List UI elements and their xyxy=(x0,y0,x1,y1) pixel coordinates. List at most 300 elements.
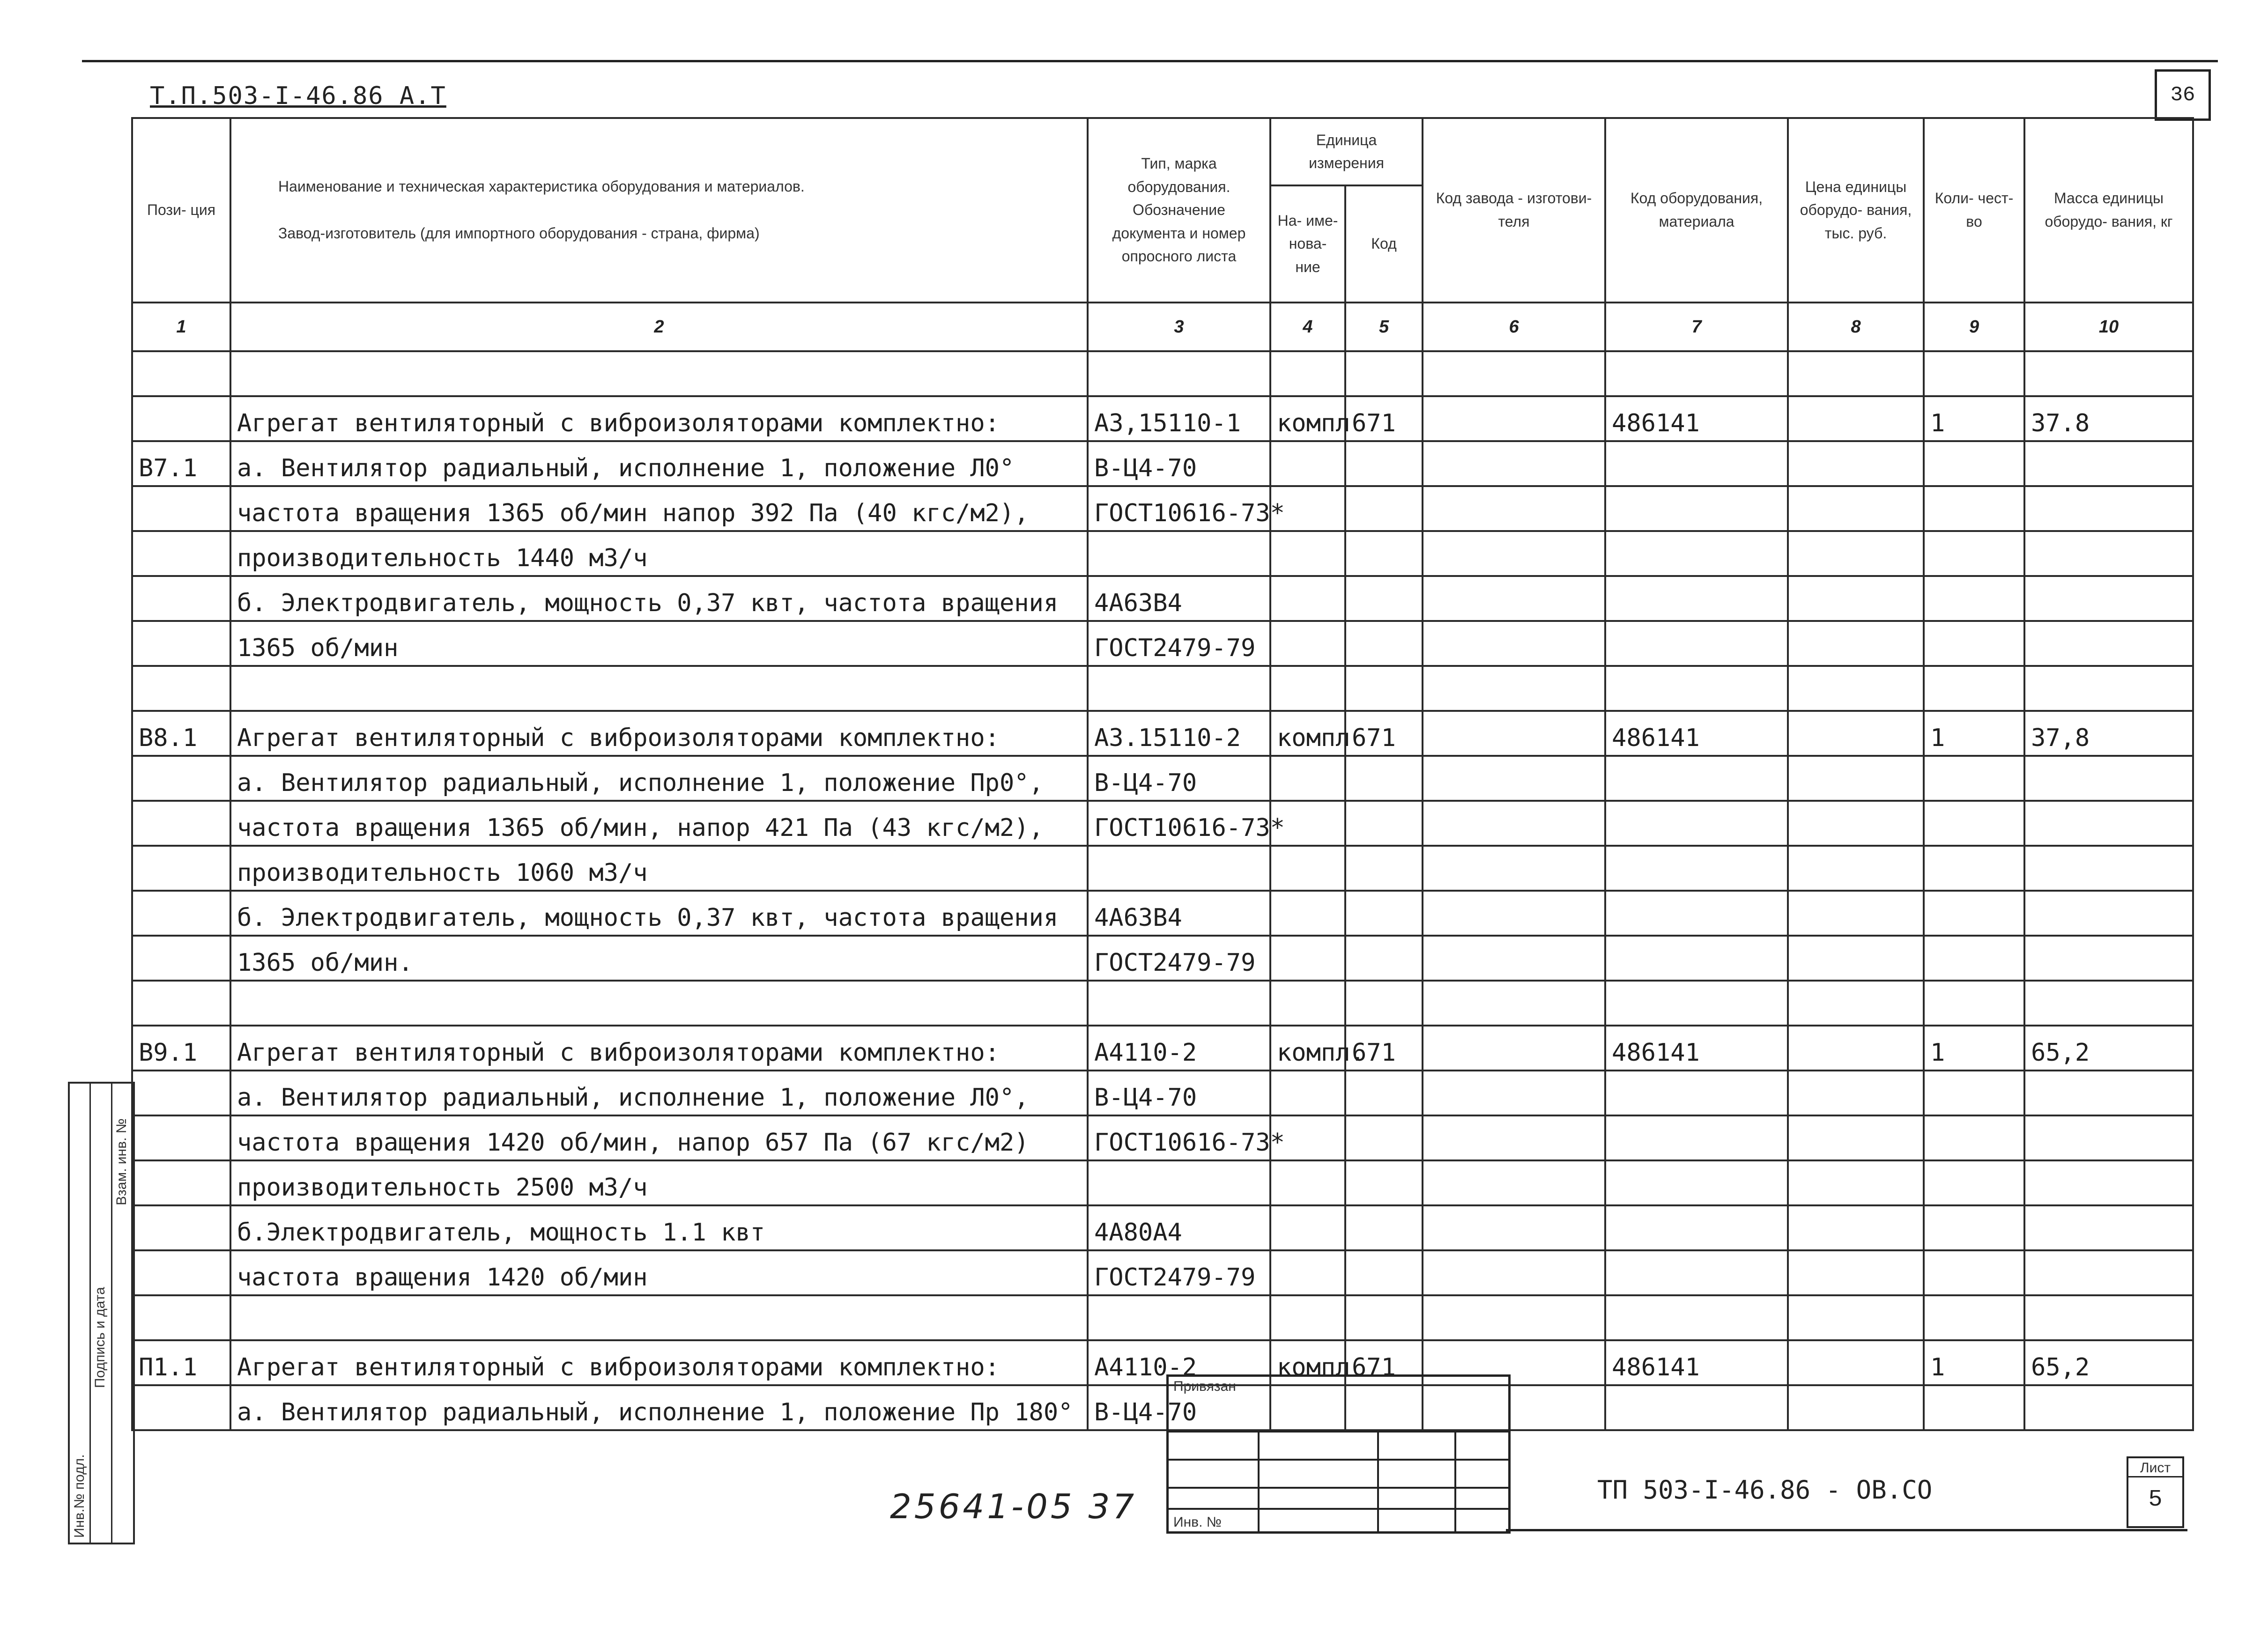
row-position xyxy=(132,1115,230,1160)
row-type: ГОСТ2479-79 xyxy=(1088,936,1270,981)
stamp-line xyxy=(1169,1508,1508,1510)
row-price xyxy=(1788,1295,1924,1340)
row-price xyxy=(1788,1026,1924,1071)
table-row xyxy=(132,441,2193,486)
sheet-number: 5 xyxy=(2148,1486,2163,1513)
header-unit-code: Код xyxy=(1345,185,1423,303)
row-type: А4110-2 xyxy=(1088,1340,1270,1385)
header-row xyxy=(132,118,2193,185)
header-unit: Единица измерения xyxy=(1270,118,1423,185)
row-mass xyxy=(2024,936,2193,981)
row-description: частота вращения 1420 об/мин xyxy=(230,1250,1088,1295)
row-type: ГОСТ10616-73* xyxy=(1088,801,1270,846)
row-type: В-Ц4-70 xyxy=(1088,1385,1270,1430)
row-unit xyxy=(1270,1071,1345,1115)
row-quantity xyxy=(1924,936,2024,981)
row-mass: 37,8 xyxy=(2024,711,2193,756)
row-position: В9.1 xyxy=(132,1026,230,1071)
column-number: 8 xyxy=(1788,303,1924,351)
row-manufacturer-code xyxy=(1423,891,1605,936)
row-price xyxy=(1788,891,1924,936)
row-description: а. Вентилятор радиальный, исполнение 1, положение Л0°, xyxy=(230,1071,1088,1115)
row-quantity xyxy=(1924,1071,2024,1115)
row-position xyxy=(132,666,230,711)
row-unit-code xyxy=(1345,486,1423,531)
row-mass xyxy=(2024,441,2193,486)
row-description: производительность 2500 м3/ч xyxy=(230,1160,1088,1205)
row-type: 4А63В4 xyxy=(1088,891,1270,936)
row-price xyxy=(1788,441,1924,486)
specification-body xyxy=(132,351,2193,1430)
row-manufacturer-code xyxy=(1423,666,1605,711)
row-description: а. Вентилятор радиальный, исполнение 1, положение Л0° xyxy=(230,441,1088,486)
row-description xyxy=(230,981,1088,1026)
table-row xyxy=(132,981,2193,1026)
header-unit-name: На- име- нова- ние xyxy=(1270,185,1345,303)
row-price xyxy=(1788,711,1924,756)
row-mass xyxy=(2024,1205,2193,1250)
table-row xyxy=(132,801,2193,846)
row-equipment-code xyxy=(1605,1115,1788,1160)
row-price xyxy=(1788,756,1924,801)
table-row xyxy=(132,1295,2193,1340)
row-mass xyxy=(2024,621,2193,666)
row-type: 4А80А4 xyxy=(1088,1205,1270,1250)
sheet-label: Лист xyxy=(2128,1460,2182,1477)
row-unit xyxy=(1270,621,1345,666)
table-row xyxy=(132,1250,2193,1295)
row-manufacturer-code xyxy=(1423,711,1605,756)
row-description: б. Электродвигатель, мощность 0,37 квт, частота вращения xyxy=(230,891,1088,936)
row-description: частота вращения 1420 об/мин, напор 657 Па (67 кгс/м2) xyxy=(230,1115,1088,1160)
row-description: а. Вентилятор радиальный, исполнение 1, положение Пр 180° xyxy=(230,1385,1088,1430)
row-manufacturer-code xyxy=(1423,531,1605,576)
row-manufacturer-code xyxy=(1423,1115,1605,1160)
row-price xyxy=(1788,1071,1924,1115)
row-type xyxy=(1088,351,1270,396)
row-mass xyxy=(2024,351,2193,396)
row-equipment-code xyxy=(1605,1295,1788,1340)
row-position xyxy=(132,801,230,846)
row-unit xyxy=(1270,1205,1345,1250)
row-price xyxy=(1788,981,1924,1026)
row-mass xyxy=(2024,891,2193,936)
row-quantity xyxy=(1924,891,2024,936)
side-stamp-divider xyxy=(111,1084,112,1543)
header-mass: Масса единицы оборудо- вания, кг xyxy=(2024,118,2193,303)
row-unit-code xyxy=(1345,936,1423,981)
column-number: 1 xyxy=(132,303,230,351)
handwritten-number: 25641-05 37 xyxy=(890,1487,1137,1526)
side-podpis-data: Подпись и дата xyxy=(92,1287,108,1388)
row-equipment-code xyxy=(1605,531,1788,576)
row-equipment-code xyxy=(1605,1385,1788,1430)
specification-table xyxy=(131,117,2194,1431)
table-row xyxy=(132,351,2193,396)
row-description: 1365 об/мин xyxy=(230,621,1088,666)
row-description xyxy=(230,666,1088,711)
header-price: Цена единицы оборудо- вания, тыс. руб. xyxy=(1788,118,1924,303)
row-manufacturer-code xyxy=(1423,351,1605,396)
sheet-box xyxy=(2127,1456,2184,1528)
row-manufacturer-code xyxy=(1423,576,1605,621)
row-quantity xyxy=(1924,666,2024,711)
row-equipment-code xyxy=(1605,1160,1788,1205)
row-position xyxy=(132,1385,230,1430)
row-price xyxy=(1788,1340,1924,1385)
stamp-line xyxy=(1169,1459,1508,1461)
row-position: П1.1 xyxy=(132,1340,230,1385)
row-quantity xyxy=(1924,441,2024,486)
row-unit: компл xyxy=(1270,1340,1345,1385)
row-type: А3,15110-1 xyxy=(1088,396,1270,441)
table-row xyxy=(132,1115,2193,1160)
row-description: б. Электродвигатель, мощность 0,37 квт, частота вращения xyxy=(230,576,1088,621)
row-position xyxy=(132,1250,230,1295)
row-quantity xyxy=(1924,1160,2024,1205)
row-type: ГОСТ2479-79 xyxy=(1088,1250,1270,1295)
row-type: ГОСТ2479-79 xyxy=(1088,621,1270,666)
row-unit xyxy=(1270,531,1345,576)
column-number: 2 xyxy=(230,303,1088,351)
header-quantity: Коли- чест- во xyxy=(1924,118,2024,303)
row-manufacturer-code xyxy=(1423,441,1605,486)
header-position: Пози- ция xyxy=(132,118,230,303)
row-mass xyxy=(2024,576,2193,621)
row-quantity: 1 xyxy=(1924,711,2024,756)
row-type: 4А63В4 xyxy=(1088,576,1270,621)
stamp-divider xyxy=(1377,1431,1379,1531)
top-border-line xyxy=(82,60,2218,62)
row-type xyxy=(1088,846,1270,891)
row-price xyxy=(1788,1250,1924,1295)
row-description xyxy=(230,351,1088,396)
column-number: 4 xyxy=(1270,303,1345,351)
row-unit xyxy=(1270,846,1345,891)
row-equipment-code xyxy=(1605,621,1788,666)
row-manufacturer-code xyxy=(1423,1071,1605,1115)
row-price xyxy=(1788,351,1924,396)
row-quantity xyxy=(1924,756,2024,801)
table-row xyxy=(132,1071,2193,1115)
row-mass xyxy=(2024,1115,2193,1160)
row-quantity xyxy=(1924,486,2024,531)
row-price xyxy=(1788,1385,1924,1430)
table-row xyxy=(132,846,2193,891)
table-row xyxy=(132,666,2193,711)
header-description xyxy=(230,118,1088,303)
row-price xyxy=(1788,801,1924,846)
row-manufacturer-code xyxy=(1423,981,1605,1026)
row-equipment-code xyxy=(1605,1205,1788,1250)
row-position xyxy=(132,531,230,576)
row-unit-code xyxy=(1345,756,1423,801)
row-position xyxy=(132,486,230,531)
row-description: производительность 1060 м3/ч xyxy=(230,846,1088,891)
row-quantity xyxy=(1924,531,2024,576)
row-unit xyxy=(1270,351,1345,396)
row-mass xyxy=(2024,801,2193,846)
stamp-divider xyxy=(1454,1431,1456,1531)
row-unit-code xyxy=(1345,801,1423,846)
stamp-line xyxy=(1169,1431,1508,1433)
row-unit-code xyxy=(1345,1295,1423,1340)
row-price xyxy=(1788,666,1924,711)
table-row xyxy=(132,396,2193,441)
row-mass xyxy=(2024,756,2193,801)
column-number: 7 xyxy=(1605,303,1788,351)
row-price xyxy=(1788,531,1924,576)
header-description-line2: Завод-изготовитель (для импортного оборудования - страна, фирма) xyxy=(278,225,760,242)
row-price xyxy=(1788,1115,1924,1160)
row-unit xyxy=(1270,891,1345,936)
row-unit-code xyxy=(1345,531,1423,576)
row-quantity xyxy=(1924,1385,2024,1430)
row-equipment-code xyxy=(1605,756,1788,801)
row-unit xyxy=(1270,441,1345,486)
row-unit xyxy=(1270,936,1345,981)
row-unit-code xyxy=(1345,351,1423,396)
stamp-line xyxy=(1169,1487,1508,1489)
row-price xyxy=(1788,621,1924,666)
row-manufacturer-code xyxy=(1423,801,1605,846)
row-description: частота вращения 1365 об/мин, напор 421 Па (43 кгс/м2), xyxy=(230,801,1088,846)
table-row xyxy=(132,1205,2193,1250)
stamp-privyazan-label: Привязан xyxy=(1173,1379,1236,1394)
row-equipment-code xyxy=(1605,576,1788,621)
row-mass xyxy=(2024,1160,2193,1205)
row-type xyxy=(1088,1160,1270,1205)
row-unit-code: 671 xyxy=(1345,1340,1423,1385)
row-unit xyxy=(1270,981,1345,1026)
row-price xyxy=(1788,486,1924,531)
table-row xyxy=(132,531,2193,576)
header-description-line1: Наименование и техническая характеристика оборудования и материалов. xyxy=(278,178,805,195)
row-equipment-code xyxy=(1605,1250,1788,1295)
row-unit-code xyxy=(1345,1250,1423,1295)
row-position xyxy=(132,936,230,981)
row-equipment-code xyxy=(1605,936,1788,981)
row-manufacturer-code xyxy=(1423,486,1605,531)
row-description: Агрегат вентиляторный с виброизоляторами комплектно: xyxy=(230,1340,1088,1385)
row-position: В7.1 xyxy=(132,441,230,486)
row-type: В-Ц4-70 xyxy=(1088,1071,1270,1115)
column-number: 3 xyxy=(1088,303,1270,351)
row-equipment-code: 486141 xyxy=(1605,1340,1788,1385)
row-equipment-code xyxy=(1605,1071,1788,1115)
row-position xyxy=(132,1160,230,1205)
row-type: ГОСТ10616-73* xyxy=(1088,1115,1270,1160)
row-manufacturer-code xyxy=(1423,846,1605,891)
row-manufacturer-code xyxy=(1423,396,1605,441)
row-equipment-code xyxy=(1605,846,1788,891)
row-unit xyxy=(1270,1160,1345,1205)
table-row xyxy=(132,621,2193,666)
row-description: производительность 1440 м3/ч xyxy=(230,531,1088,576)
row-position xyxy=(132,621,230,666)
row-mass xyxy=(2024,1071,2193,1115)
table-row xyxy=(132,936,2193,981)
column-number-row xyxy=(132,303,2193,351)
column-number: 9 xyxy=(1924,303,2024,351)
row-unit xyxy=(1270,576,1345,621)
row-mass xyxy=(2024,846,2193,891)
row-equipment-code xyxy=(1605,981,1788,1026)
row-description: б.Электродвигатель, мощность 1.1 квт xyxy=(230,1205,1088,1250)
table-row xyxy=(132,711,2193,756)
row-quantity xyxy=(1924,1115,2024,1160)
row-description: Агрегат вентиляторный с виброизоляторами комплектно: xyxy=(230,396,1088,441)
row-description: а. Вентилятор радиальный, исполнение 1, положение Пр0°, xyxy=(230,756,1088,801)
row-position xyxy=(132,1295,230,1340)
row-equipment-code: 486141 xyxy=(1605,396,1788,441)
header-manufacturer-code: Код завода - изготови- теля xyxy=(1423,118,1605,303)
row-unit-code xyxy=(1345,1071,1423,1115)
document-number: ТП 503-I-46.86 - ОВ.СО xyxy=(1597,1475,1933,1505)
row-description: Агрегат вентиляторный с виброизоляторами комплектно: xyxy=(230,1026,1088,1071)
side-stamp xyxy=(68,1082,135,1544)
row-quantity xyxy=(1924,1205,2024,1250)
side-vzam-inv: Взам. инв. № xyxy=(114,1118,129,1205)
row-price xyxy=(1788,576,1924,621)
row-price xyxy=(1788,846,1924,891)
title-block-line xyxy=(1506,1529,2187,1531)
column-number: 5 xyxy=(1345,303,1423,351)
header-type: Тип, марка оборудования. Обозначение документа и номер опросного листа xyxy=(1088,118,1270,303)
row-type: В-Ц4-70 xyxy=(1088,756,1270,801)
column-number: 6 xyxy=(1423,303,1605,351)
row-position xyxy=(132,1205,230,1250)
row-unit xyxy=(1270,1250,1345,1295)
row-position xyxy=(132,576,230,621)
table-row xyxy=(132,1385,2193,1430)
row-mass xyxy=(2024,1295,2193,1340)
row-mass: 37.8 xyxy=(2024,396,2193,441)
row-unit: компл xyxy=(1270,396,1345,441)
stamp-divider xyxy=(1258,1431,1260,1531)
row-unit-code xyxy=(1345,1115,1423,1160)
side-stamp-divider xyxy=(89,1084,91,1543)
document-code: Т.П.503-I-46.86 А.Т xyxy=(150,82,446,110)
row-price xyxy=(1788,396,1924,441)
table-row xyxy=(132,486,2193,531)
row-position xyxy=(132,1071,230,1115)
row-unit-code xyxy=(1345,441,1423,486)
row-quantity: 1 xyxy=(1924,1026,2024,1071)
row-mass: 65,2 xyxy=(2024,1026,2193,1071)
row-quantity xyxy=(1924,981,2024,1026)
row-type: В-Ц4-70 xyxy=(1088,441,1270,486)
row-unit-code: 671 xyxy=(1345,396,1423,441)
row-unit xyxy=(1270,1295,1345,1340)
row-quantity xyxy=(1924,801,2024,846)
row-mass xyxy=(2024,1385,2193,1430)
row-unit: компл xyxy=(1270,711,1345,756)
row-position xyxy=(132,981,230,1026)
row-unit-code xyxy=(1345,981,1423,1026)
row-unit: компл. xyxy=(1270,1026,1345,1071)
row-description: Агрегат вентиляторный с виброизоляторами комплектно: xyxy=(230,711,1088,756)
row-quantity: 1 xyxy=(1924,1340,2024,1385)
row-manufacturer-code xyxy=(1423,1205,1605,1250)
row-unit-code: 671 xyxy=(1345,1026,1423,1071)
row-equipment-code xyxy=(1605,891,1788,936)
row-position xyxy=(132,756,230,801)
row-manufacturer-code xyxy=(1423,1250,1605,1295)
row-mass xyxy=(2024,486,2193,531)
row-quantity xyxy=(1924,576,2024,621)
row-unit xyxy=(1270,666,1345,711)
table-row xyxy=(132,576,2193,621)
row-equipment-code: 486141 xyxy=(1605,711,1788,756)
table-row xyxy=(132,1340,2193,1385)
row-description: 1365 об/мин. xyxy=(230,936,1088,981)
row-equipment-code xyxy=(1605,441,1788,486)
table-row xyxy=(132,1026,2193,1071)
row-unit-code xyxy=(1345,666,1423,711)
row-type: А3.15110-2 xyxy=(1088,711,1270,756)
row-quantity xyxy=(1924,1250,2024,1295)
row-mass xyxy=(2024,981,2193,1026)
row-manufacturer-code xyxy=(1423,621,1605,666)
row-unit-code: 671 xyxy=(1345,711,1423,756)
row-manufacturer-code xyxy=(1423,1160,1605,1205)
row-mass xyxy=(2024,531,2193,576)
row-quantity xyxy=(1924,1295,2024,1340)
row-quantity xyxy=(1924,621,2024,666)
row-position xyxy=(132,846,230,891)
row-unit-code xyxy=(1345,576,1423,621)
row-type xyxy=(1088,531,1270,576)
table-row xyxy=(132,1160,2193,1205)
row-manufacturer-code xyxy=(1423,756,1605,801)
row-position xyxy=(132,891,230,936)
row-position: В8.1 xyxy=(132,711,230,756)
row-equipment-code xyxy=(1605,486,1788,531)
row-quantity: 1 xyxy=(1924,396,2024,441)
row-equipment-code xyxy=(1605,801,1788,846)
row-price xyxy=(1788,1160,1924,1205)
row-mass xyxy=(2024,1250,2193,1295)
row-unit-code xyxy=(1345,1160,1423,1205)
column-number: 10 xyxy=(2024,303,2193,351)
row-mass: 65,2 xyxy=(2024,1340,2193,1385)
row-quantity xyxy=(1924,846,2024,891)
header-equipment-code: Код оборудования, материала xyxy=(1605,118,1788,303)
row-equipment-code: 486141 xyxy=(1605,1026,1788,1071)
row-description: частота вращения 1365 об/мин напор 392 Па (40 кгс/м2), xyxy=(230,486,1088,531)
row-type xyxy=(1088,666,1270,711)
page-number: 36 xyxy=(2155,69,2211,121)
row-unit-code xyxy=(1345,621,1423,666)
row-price xyxy=(1788,936,1924,981)
row-unit-code xyxy=(1345,1205,1423,1250)
row-type xyxy=(1088,981,1270,1026)
row-mass xyxy=(2024,666,2193,711)
row-manufacturer-code xyxy=(1423,936,1605,981)
row-unit xyxy=(1270,756,1345,801)
table-row xyxy=(132,891,2193,936)
row-unit-code xyxy=(1345,846,1423,891)
row-description xyxy=(230,1295,1088,1340)
row-type: ГОСТ10616-73* xyxy=(1088,486,1270,531)
binding-stamp xyxy=(1166,1374,1511,1534)
row-unit-code xyxy=(1345,891,1423,936)
row-manufacturer-code xyxy=(1423,1026,1605,1071)
row-equipment-code xyxy=(1605,666,1788,711)
row-position xyxy=(132,351,230,396)
row-quantity xyxy=(1924,351,2024,396)
